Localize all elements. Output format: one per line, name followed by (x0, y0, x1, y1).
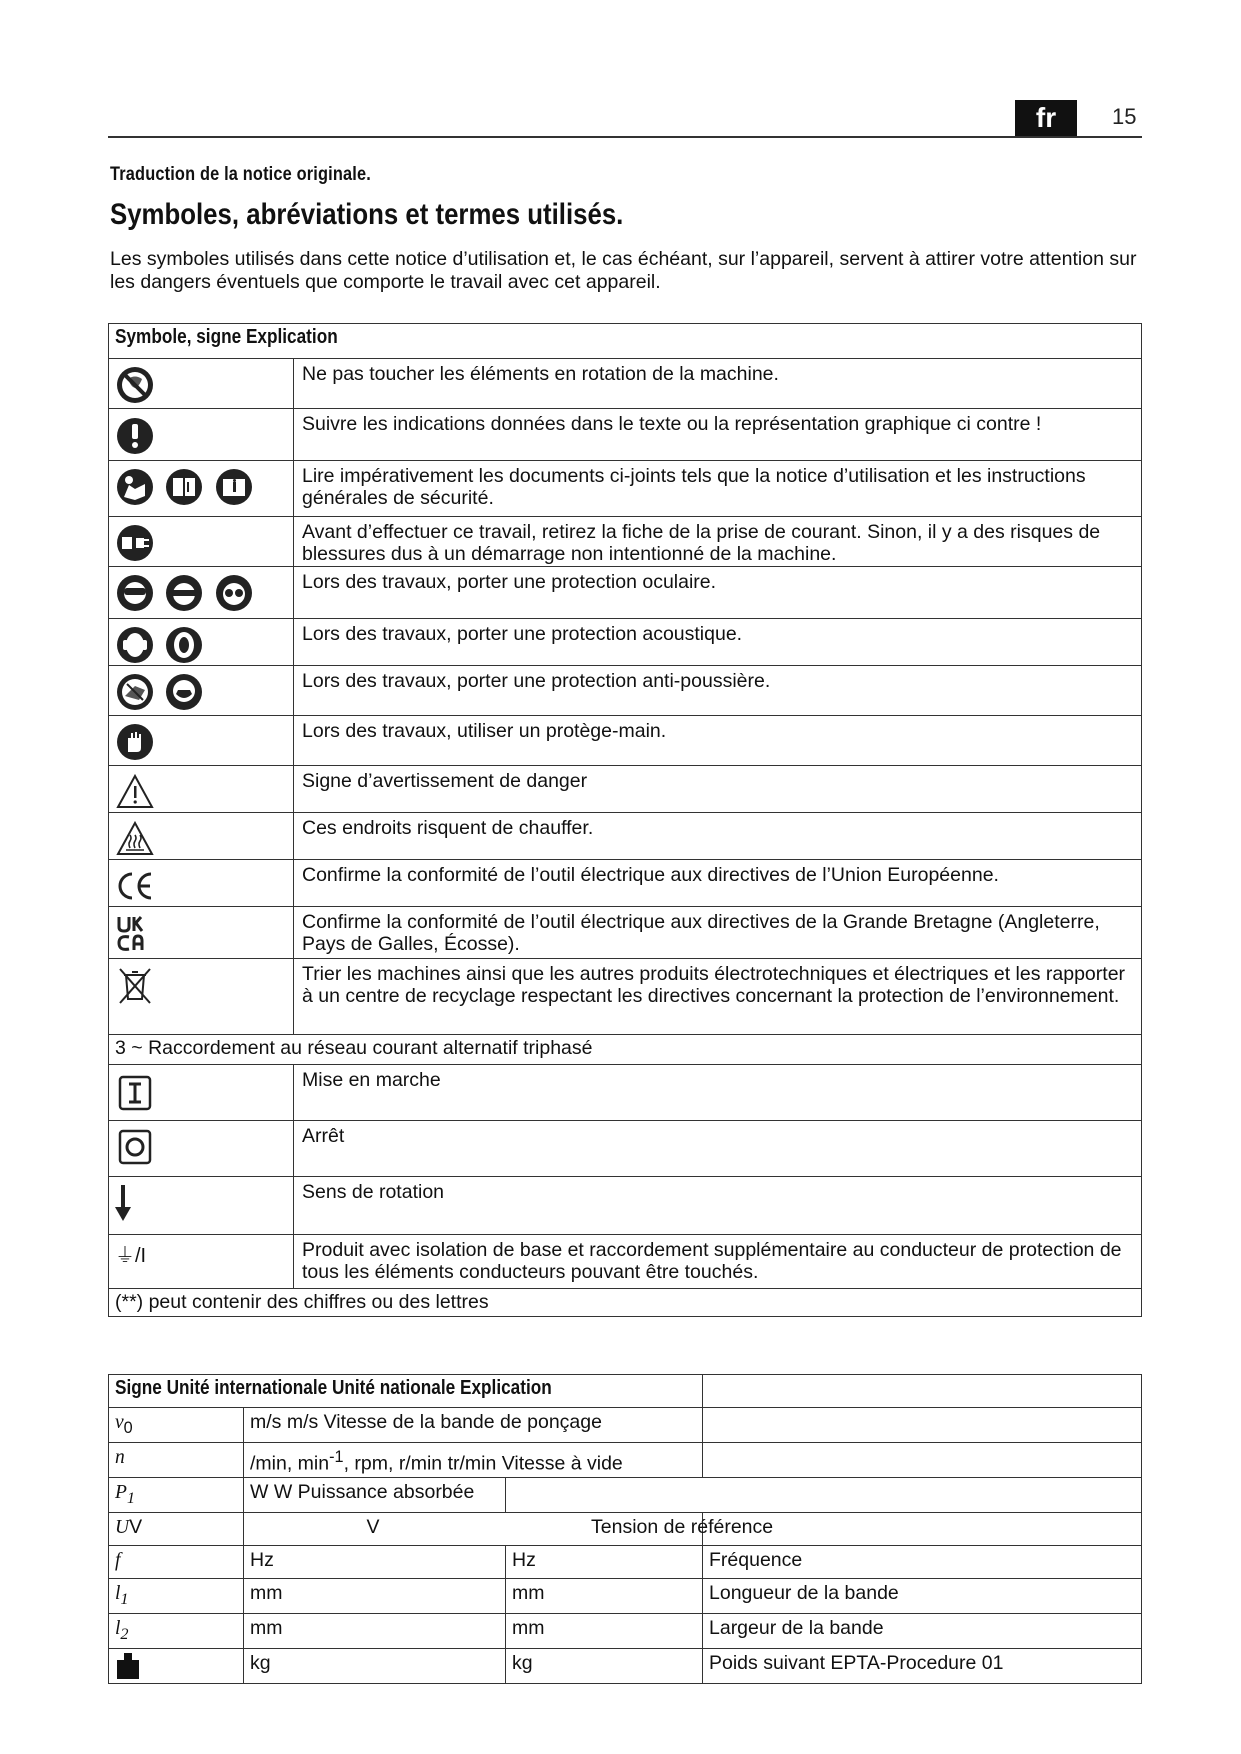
explanation-cell: Lors des travaux, porter une protection acoustique. (294, 619, 1142, 666)
nat-unit-cell: Hz (506, 1546, 703, 1579)
explanation-cell: Avant d’effectuer ce travail, retirez la fiche de la prise de courant. Sinon, il y a des risques de blessures dus à un démarrage non intentionné de la machine. (294, 517, 1142, 567)
table-row (109, 1546, 1142, 1579)
symbol-cell (109, 907, 294, 959)
table-row (109, 766, 1142, 813)
intl-unit-cell: Hz (244, 1546, 506, 1579)
table-header-row (109, 324, 1142, 359)
empty-cell (703, 1408, 1142, 1443)
symbol-cell (109, 766, 294, 813)
table-row (109, 1513, 1142, 1546)
table-row (109, 1065, 1142, 1121)
unit-cell: m/s m/s Vitesse de la bande de ponçage (244, 1408, 703, 1443)
page-title: Symboles, abréviations et termes utilisés. (110, 198, 624, 231)
face-shield-icon (164, 573, 204, 613)
power-on-icon (115, 1071, 155, 1111)
unit-cell: W W Puissance absorbée (244, 1478, 506, 1513)
table-row (109, 1442, 1142, 1478)
explanation-cell: Lors des travaux, porter une protection oculaire. (294, 567, 1142, 619)
explanation-cell: Largeur de la bande (703, 1614, 1142, 1649)
table-row (109, 959, 1142, 1035)
empty-cell (703, 1442, 1142, 1478)
table-row (109, 1408, 1142, 1443)
exclamation-icon (115, 415, 155, 455)
explanation-cell: Lire impérativement les documents ci-joints tels que la notice d’utilisation et les instructions générales de sécurité. (294, 461, 1142, 517)
nat-unit-cell: mm (506, 1614, 703, 1649)
safety-glasses-icon (214, 573, 254, 613)
table-row (109, 1478, 1142, 1513)
symbol-cell (109, 567, 294, 619)
power-off-icon (115, 1127, 155, 1167)
ear-protection-icon (115, 625, 155, 665)
sign-cell: UV (109, 1513, 244, 1546)
table-row (109, 1614, 1142, 1649)
intl-unit-cell: mm (244, 1614, 506, 1649)
table-row (109, 567, 1142, 619)
goggles-icon (115, 573, 155, 613)
table-header-row (109, 1375, 1142, 1408)
symbol-cell (109, 959, 294, 1035)
book-icon (164, 467, 204, 507)
weee-bin-icon (115, 965, 155, 1005)
explanation-cell: Confirme la conformité de l’outil électrique aux directives de la Grande Bretagne (Angleterre, Pays de Galles, Écosse). (294, 907, 1142, 959)
language-tag: fr (1015, 100, 1077, 136)
symbol-cell (109, 517, 294, 567)
translation-note: Traduction de la notice originale. (110, 164, 371, 185)
empty-cell (506, 1478, 1142, 1513)
table-row (109, 1121, 1142, 1177)
explanation-cell: Sens de rotation (294, 1177, 1142, 1235)
table-row (109, 1235, 1142, 1289)
table-header: Signe Unité internationale Unité nationale Explication (109, 1375, 703, 1408)
sign-cell: n (109, 1442, 244, 1478)
table-row (109, 860, 1142, 907)
table-row (109, 907, 1142, 959)
explanation-cell: Mise en marche (294, 1065, 1142, 1121)
table-header: Symbole, signe Explication (109, 324, 1142, 359)
sign-cell: f (109, 1546, 244, 1579)
footnote-row: (**) peut contenir des chiffres ou des lettres (109, 1289, 1142, 1317)
unplug-icon (115, 523, 155, 563)
table-row (109, 517, 1142, 567)
explanation-cell: Poids suivant EPTA-Procedure 01 (703, 1649, 1142, 1684)
ear-plug-icon (164, 625, 204, 665)
three-phase-row: 3 ~ Raccordement au réseau courant alternatif triphasé (109, 1035, 1142, 1065)
explanation-cell: Tension de référence (703, 1513, 1142, 1546)
hot-surface-icon (115, 819, 155, 859)
intl-unit-cell: kg (244, 1649, 506, 1684)
table-row (109, 359, 1142, 409)
empty-cell (703, 1375, 1142, 1408)
explanation-cell: Arrêt (294, 1121, 1142, 1177)
book-info-icon (214, 467, 254, 507)
table-row (109, 409, 1142, 461)
dust-mask-icon (164, 672, 204, 712)
symbol-cell (109, 1065, 294, 1121)
unit-cell: /min, $\min^{-1}$, rpm, r/min tr/min Vitesse à vide (244, 1442, 703, 1478)
explanation-cell: Fréquence (703, 1546, 1142, 1579)
page-number: 15 (1112, 104, 1137, 129)
symbol-cell (109, 1177, 294, 1235)
explanation-cell: Suivre les indications données dans le texte ou la représentation graphique ci contre ! (294, 409, 1142, 461)
nat-unit-cell: kg (506, 1649, 703, 1684)
symbol-cell (109, 409, 294, 461)
symbol-cell (109, 813, 294, 860)
symbol-cell (109, 619, 294, 666)
earth-symbol-cell (109, 1235, 294, 1289)
weight-icon (115, 1651, 141, 1681)
sign-cell: $v_0$ (109, 1408, 244, 1443)
table-row (109, 1035, 1142, 1065)
intro-paragraph: Les symboles utilisés dans cette notice d’utilisation et, le cas échéant, sur l’appareil, servent à attirer votre attention sur les dangers éventuels que comporte le travail avec cet appareil. (110, 248, 1137, 293)
symbol-cell (109, 666, 294, 716)
sign-cell: $l_2$ (109, 1614, 244, 1649)
table-row (109, 1649, 1142, 1684)
header-rule (108, 136, 1142, 138)
symbol-cell (109, 716, 294, 766)
table-row (109, 619, 1142, 666)
symbols-table (108, 323, 1142, 1317)
explanation-cell: Trier les machines ainsi que les autres produits électrotechniques et électriques et les rapporter à un centre de recyclage respectant les directives concernant la protection de l’environnement. (294, 959, 1142, 1035)
rotation-arrow-icon (115, 1183, 155, 1223)
sign-cell (109, 1649, 244, 1684)
sign-cell: $l_1$ (109, 1579, 244, 1614)
explanation-cell: Confirme la conformité de l’outil électrique aux directives de l’Union Européenne. (294, 860, 1142, 907)
dust-extraction-icon (115, 672, 155, 712)
explanation-cell: Produit avec isolation de base et raccordement supplémentaire au conducteur de protection de tous les éléments conducteurs pouvant être touchés. (294, 1235, 1142, 1289)
ukca-mark-icon (115, 913, 155, 953)
symbol-cell (109, 860, 294, 907)
intl-unit-cell: mm (244, 1579, 506, 1614)
explanation-cell: Longueur de la bande (703, 1579, 1142, 1614)
read-manual-icon (115, 467, 155, 507)
protective-earth-icon: ⏚/I (115, 1245, 147, 1267)
sign-cell: $P_1$ (109, 1478, 244, 1513)
table-row (109, 1579, 1142, 1614)
table-row (109, 1177, 1142, 1235)
gloves-icon (115, 722, 155, 762)
table-row (109, 666, 1142, 716)
explanation-cell: Lors des travaux, utiliser un protège-main. (294, 716, 1142, 766)
explanation-cell: Signe d’avertissement de danger (294, 766, 1142, 813)
unit-cell: V (244, 1513, 703, 1546)
symbol-cell (109, 359, 294, 409)
table-row (109, 716, 1142, 766)
warning-triangle-icon (115, 772, 155, 812)
explanation-cell: Ces endroits risquent de chauffer. (294, 813, 1142, 860)
explanation-cell: Ne pas toucher les éléments en rotation de la machine. (294, 359, 1142, 409)
no-touch-rotating-icon (115, 365, 155, 405)
symbol-cell (109, 1121, 294, 1177)
table-row (109, 1289, 1142, 1317)
units-table (108, 1374, 1142, 1684)
symbol-cell (109, 461, 294, 517)
ce-mark-icon (115, 866, 155, 906)
nat-unit-cell: mm (506, 1579, 703, 1614)
table-row (109, 813, 1142, 860)
table-row (109, 461, 1142, 517)
explanation-cell: Lors des travaux, porter une protection anti-poussière. (294, 666, 1142, 716)
